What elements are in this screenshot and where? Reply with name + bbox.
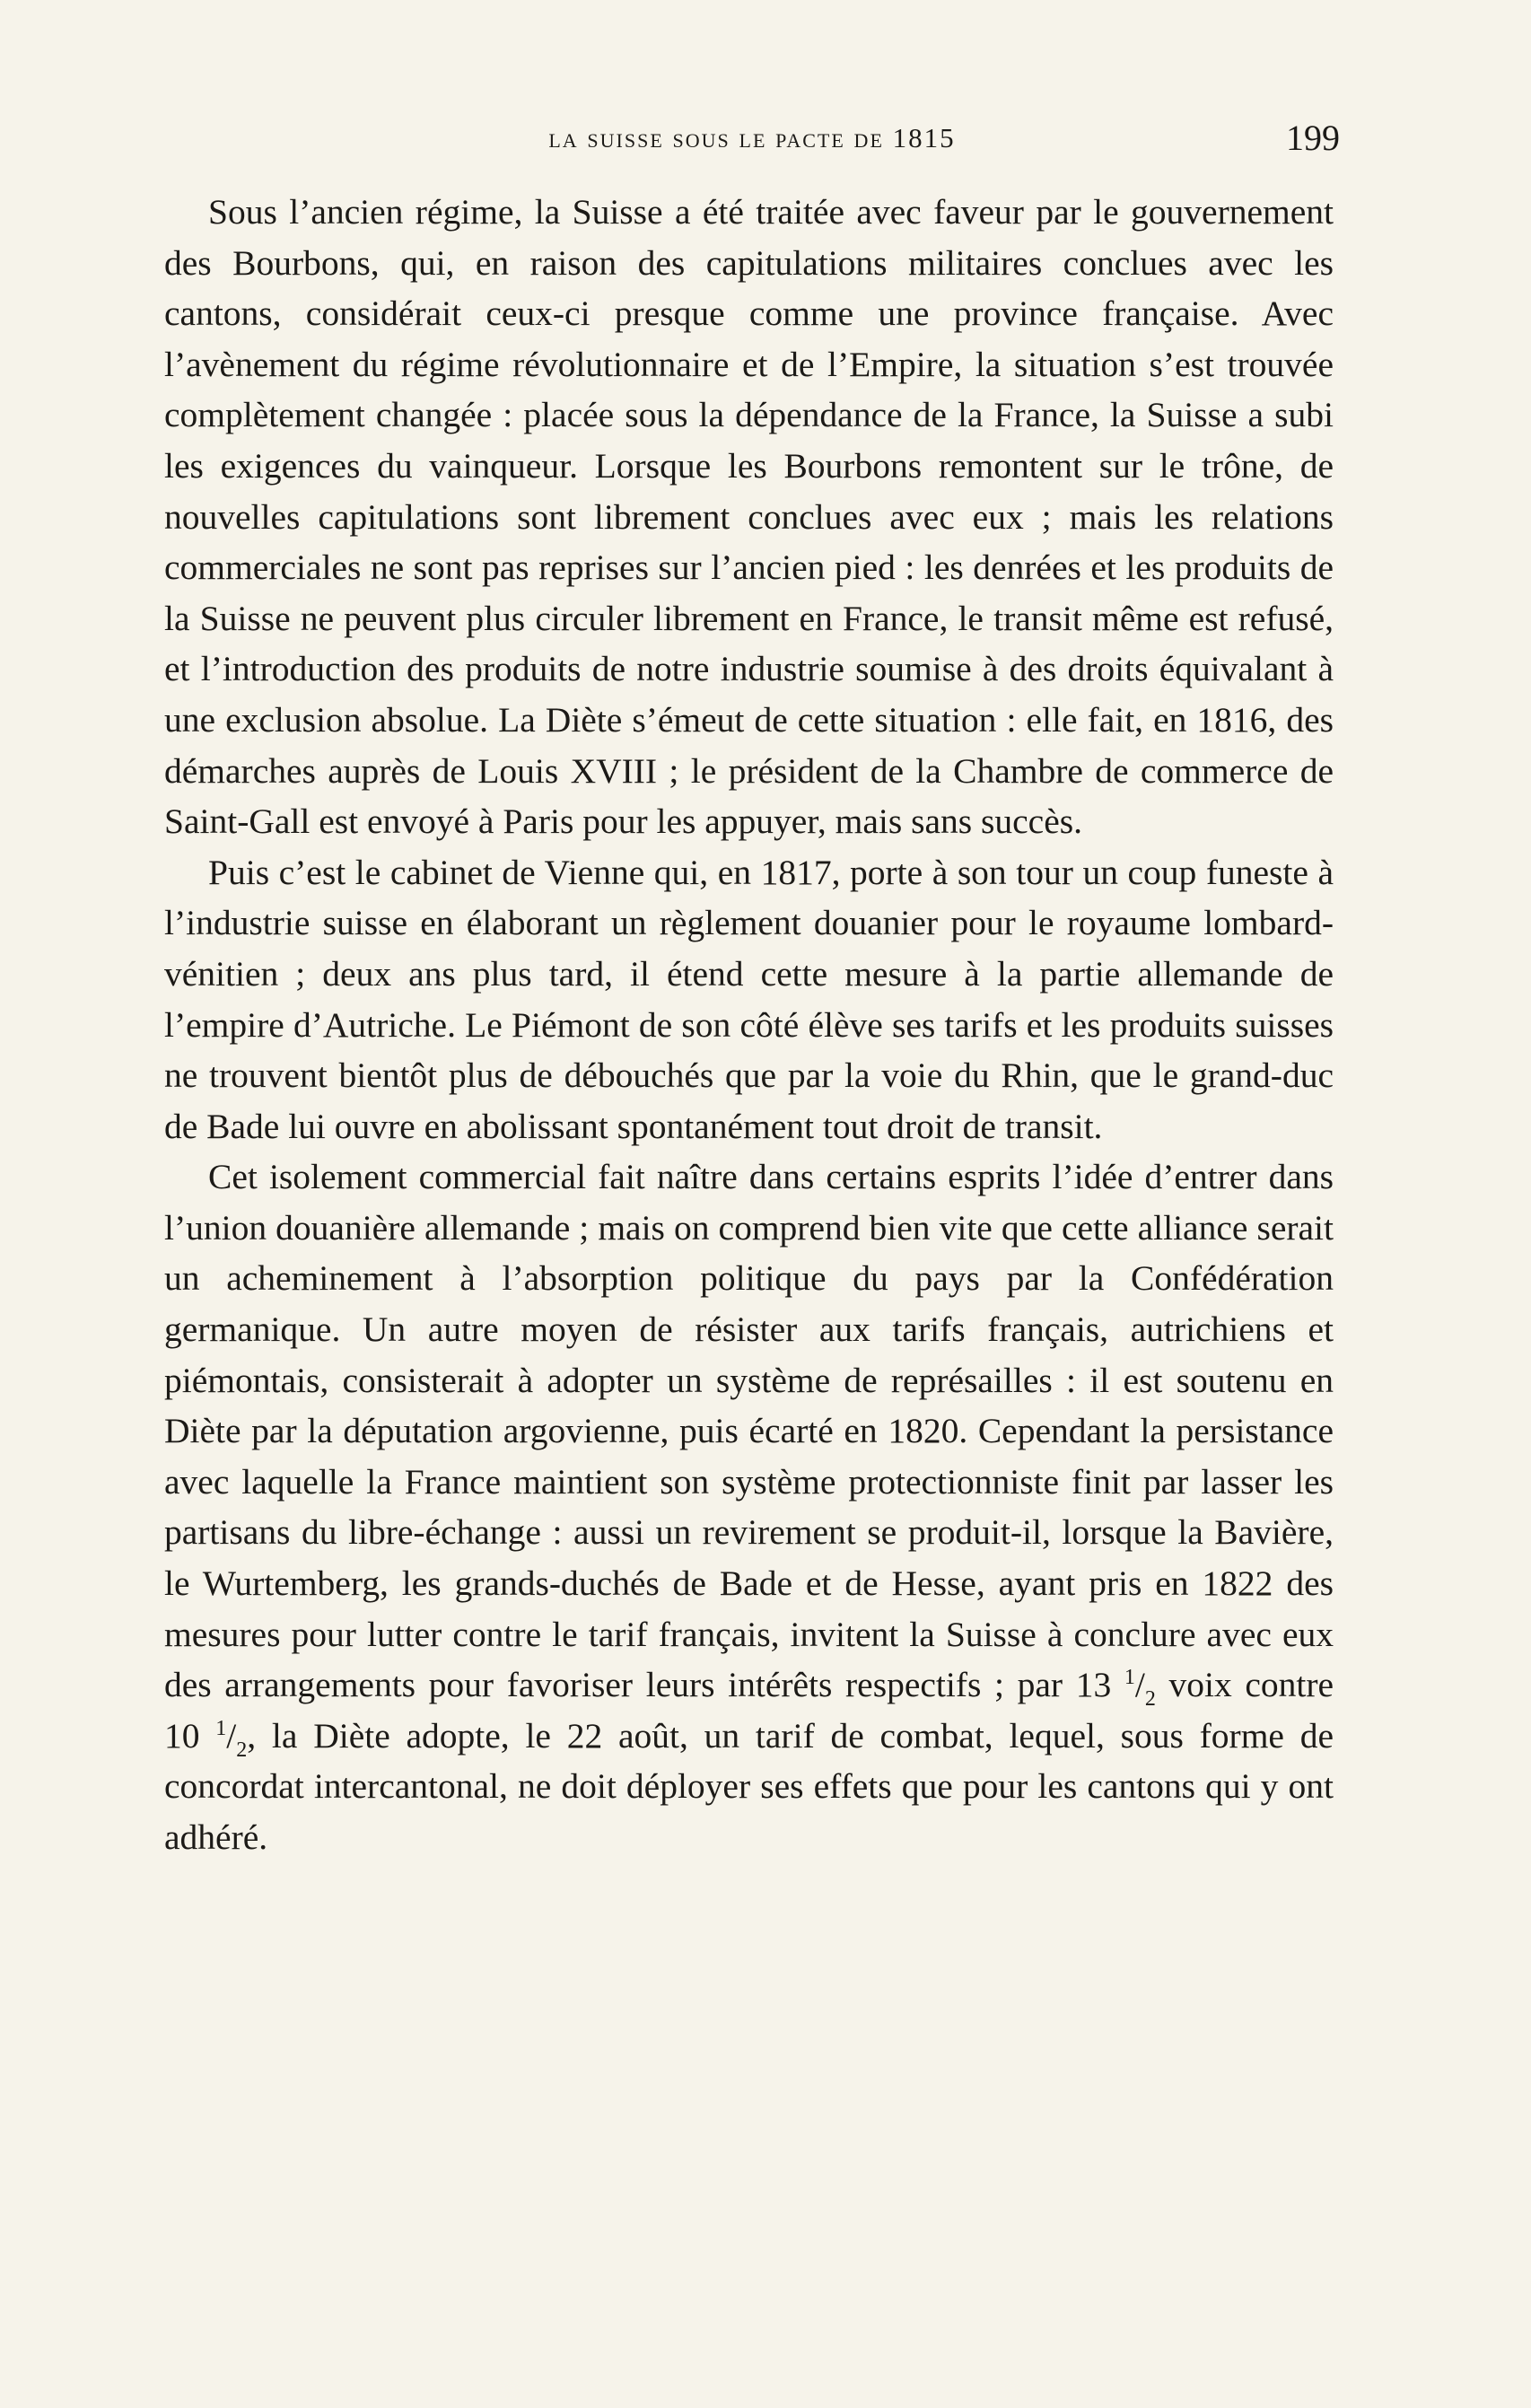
vote-for-numerator: 1: [1124, 1666, 1135, 1690]
vote-for-whole: 13: [1075, 1665, 1112, 1705]
vote-for-denominator: 2: [1144, 1687, 1156, 1712]
paragraph-2: Puis c’est le cabinet de Vienne qui, en 1817, porte à son tour un coup funeste à l’industrie suisse en élaborant un règlement douanier pour le royaume lombard-vénitien ; deux ans plus tard, il étend cette mesure à la partie allemande de l’empire d’Autriche. Le Piémont de son côté élève ses tarifs et les produits suisses ne trouvent bientôt plus de débouchés que par la voie du Rhin, que le grand-duc de Bade lui ouvre en abolissant spontanément tout droit de transit.: [164, 852, 1334, 1146]
body-text: [164, 187, 1334, 1863]
paragraph-3: [164, 1151, 1334, 1862]
vote-against-numerator: 1: [215, 1716, 227, 1740]
running-head: [164, 117, 1340, 171]
page-number: 199: [1286, 118, 1340, 158]
vote-for-fraction: 13 $^1/_2$: [1075, 1665, 1156, 1712]
running-title: la suisse sous le pacte de 1815: [548, 122, 956, 153]
vote-against-whole: 10: [164, 1715, 200, 1756]
paragraph-3-part-c: , la Diète adopte, le 22 août, un tarif de combat, lequel, sous forme de concordat intercantonal, ne doit déployer ses effets que pour les cantons qui y ont adhéré.: [164, 1715, 1334, 1857]
paragraph-1: Sous l’ancien régime, la Suisse a été traitée avec faveur par le gouvernement des Bourbons, qui, en raison des capitulations militaires conclues avec les cantons, considérait ceux-ci presque comme une province française. Avec l’avènement du régime révolutionnaire et de l’Empire, la situation s’est trouvée complètement changée : placée sous la dépendance de la France, la Suisse a subi les exigences du vainqueur. Lorsque les Bourbons remontent sur le trône, de nouvelles capitulations sont librement conclues avec eux ; mais les relations commerciales ne sont pas reprises sur l’ancien pied : les denrées et les produits de la Suisse ne peuvent plus circuler librement en France, le transit même est refusé, et l’introduction des produits de notre industrie soumise à des droits équivalant à une exclusion absolue. La Diète s’émeut de cette situation : elle fait, en 1816, des démarches auprès de Louis XVIII ; le président de la Chambre de commerce de Saint-Gall est envoyé à Paris pour les appuyer, mais sans succès.: [164, 192, 1334, 842]
paragraph-3-part-b: voix contre: [1168, 1665, 1334, 1705]
vote-against-fraction: 10 $^1/_2$: [164, 1715, 248, 1762]
paragraph-3-part-a: Cet isolement commercial fait naître dans certains esprits l’idée d’entrer dans l’union douanière allemande ; mais on comprend bien vite que cette alliance serait un acheminement à l’absorption politique du pays par la Confédération germanique. Un autre moyen de résister aux tarifs français, autrichiens et piémontais, consisterait à adopter un système de représailles : il est soutenu en Diète par la députation argovienne, puis écarté en 1820. Cependant la persistance avec laquelle la France maintient son système protectionniste finit par lasser les partisans du libre-échange : aussi un revirement se produit-il, lorsque la Bavière, le Wurtemberg, les grands-duchés de Bade et de Hesse, ayant pris en 1822 des mesures pour lutter contre le tarif français, invitent la Suisse à conclure avec eux des arrangements pour favoriser leurs intérêts respectifs ; par: [164, 1157, 1334, 1705]
vote-against-denominator: 2: [236, 1738, 248, 1762]
